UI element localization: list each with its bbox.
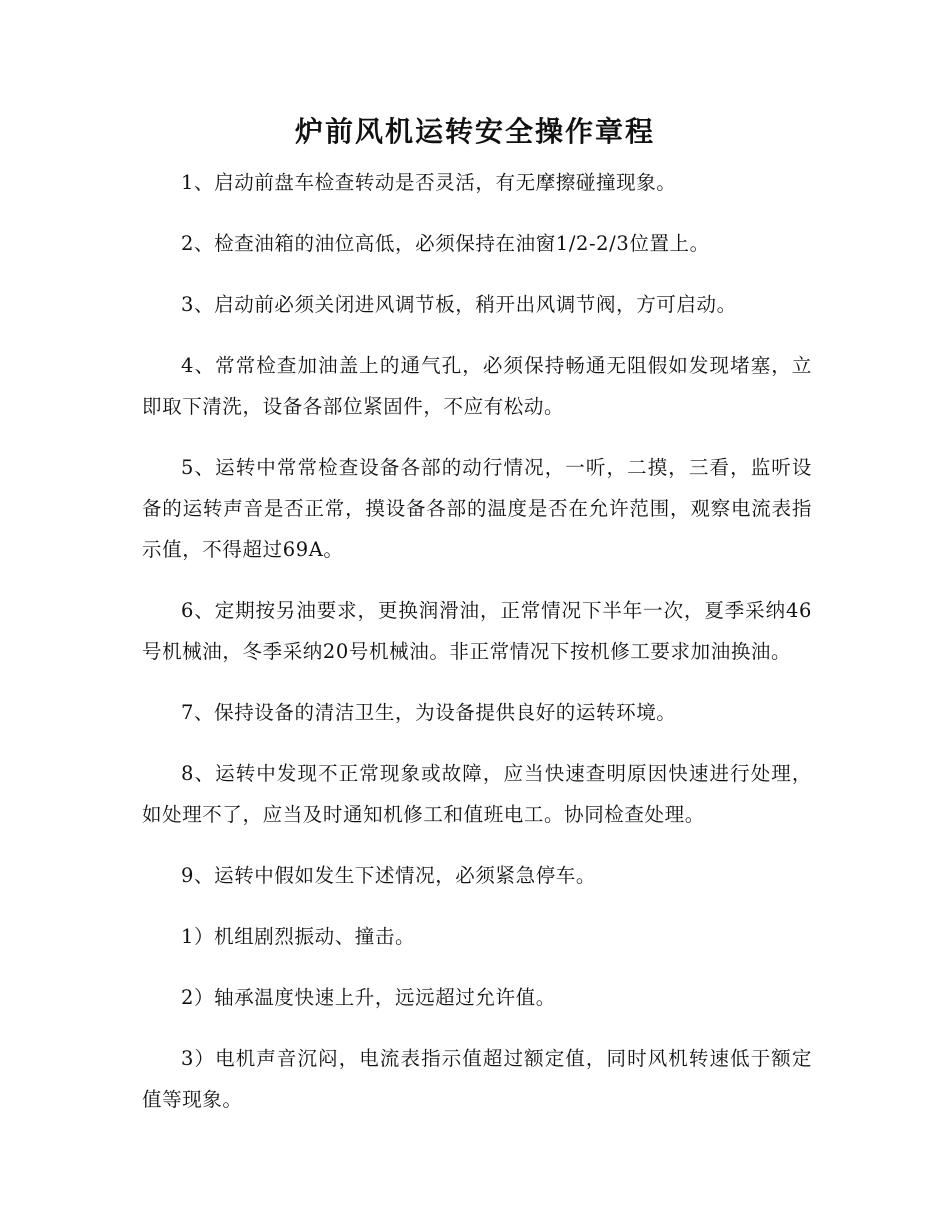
paragraph-3: 3、启动前必须关闭进风调节板，稍开出风调节阀，方可启动。 [181,293,737,316]
paragraph-4: 4、常常检查加油盖上的通气孔，必须保持畅通无阻假如发现堵塞，立即取下清洗，设备各部位紧固件，不应有松动。 [142,354,812,418]
paragraph-6: 6、定期按另油要求，更换润滑油，正常情况下半年一次，夏季采纳46号机械油，冬季采纳20号机械油。非正常情况下按机修工要求加油换油。 [142,599,812,663]
paragraph-9: 9、运转中假如发生下述情况，必须紧急停车。 [181,864,597,887]
sub-item-2: 2）轴承温度快速上升，远远超过允许值。 [181,986,556,1009]
document-title: 炉前风机运转安全操作章程 [294,115,655,148]
sub-item-1: 1）机组剧烈振动、撞击。 [181,925,416,948]
document-body [142,162,812,1140]
paragraph-7: 7、保持设备的清洁卫生，为设备提供良好的运转环境。 [181,701,677,724]
paragraph-8: 8、运转中发现不正常现象或故障，应当快速查明原因快速进行处理，如处理不了，应当及时通知机修工和值班电工。协同检查处理。 [142,762,812,826]
paragraph-2: 2、检查油箱的油位高低，必须保持在油窗1/2-2/3位置上。 [181,232,710,255]
paragraph-1: 1、启动前盘车检查转动是否灵活，有无摩擦碰撞现象。 [181,171,677,194]
paragraph-5: 5、运转中常常检查设备各部的动行情况，一听，二摸，三看，监听设备的运转声音是否正常，摸设备各部的温度是否在允许范围，观察电流表指示值，不得超过69A。 [142,456,812,561]
sub-item-3: 3）电机声音沉闷，电流表指示值超过额定值，同时风机转速低于额定值等现象。 [142,1047,812,1111]
